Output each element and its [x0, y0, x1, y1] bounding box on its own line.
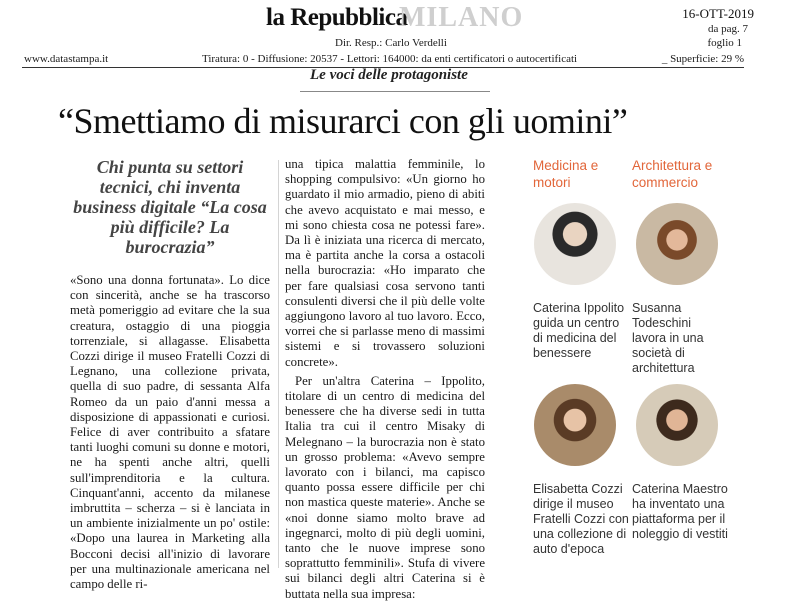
article-subheadline: Chi punta su settori tecnici, chi inventa business digitale “La cosa più difficile? La burocrazia” [73, 157, 267, 257]
portrait-elisabetta-cozzi [534, 384, 616, 466]
article-column-1 [70, 273, 270, 592]
circulation-line: Tiratura: 0 - Diffusione: 20537 - Lettori: 164000: da enti certificatori o autocertificati [202, 53, 578, 65]
surface-line: _ Superficie: 29 % [661, 53, 744, 65]
website-link[interactable]: www.datastampa.it [24, 53, 109, 65]
article-headline: “Smettiamo di misurarci con gli uomini” [58, 101, 628, 141]
column-2-paragraph-2: Per un'altra Caterina – Ippolito, titolare di un centro di medicina del benessere che ha diverse sedi in tutta Italia tra cui il centro Misaky di Melegnano – la burocrazia non è stato un grosso problema: «Avevo sempre lavorato con i bilanci, ma capisco quanto possa essere difficile per chi non mastica queste materie». Anche se «noi donne siamo molto brave ad ingegnarci, molto di più degli uomini, tanto che le nuove imprese sono soprattutto femminili». Stufa di vivere sui bilanci degli altri Caterina si è buttata nella sua impresa: [285, 373, 485, 601]
article-kicker: Le voci delle protagoniste [310, 67, 468, 83]
sheet-ref: foglio 1 [707, 37, 742, 49]
article-column-2 [285, 157, 485, 602]
page-ref: da pag. 7 [707, 23, 748, 35]
column-divider [278, 160, 279, 568]
masthead-brand: la Repubblica [266, 4, 408, 31]
category-architettura-commercio: Architettura e commercio [632, 158, 713, 190]
caption-caterina-ippolito: Caterina Ippolito guida un centro di medicina del benessere [533, 301, 625, 360]
caption-caterina-maestro: Caterina Maestro ha inventato una piattaforma per il noleggio di vestiti [632, 482, 728, 541]
portrait-susanna-todeschini [636, 203, 718, 285]
caption-elisabetta-cozzi: Elisabetta Cozzi dirige il museo Fratelli Cozzi con una collezione di auto d'epoca [533, 482, 629, 556]
column-1-paragraph: «Sono una donna fortunata». Lo dice con sincerità, anche se ha trascorso metà pomeriggio ad evitare che la sua creatura, ostaggio di una pioggia torrenziale, si allagasse. Elisabetta Cozzi dirige il museo Fratelli Cozzi di Legnano, una collezione privata, quella di suo padre, di sessanta Alfa Romeo da un paio d'anni messa a disposizione di appassionati e curiosi. Felice di aver contribuito a sfatare tanti luoghi comuni su donne e motori, ne ha spenti anche altri, quelli sull'imprenditoria e la cultura. Cinquant'anni, accento da milanese imbruttita – scherza – si è lanciata in un ambiente inizialmente un po' ostile: «Dopo una laurea in Marketing alla Bocconi decisi all'inizio di lavorare per una multinazionale americana nel campo delle ri- [70, 273, 270, 592]
column-2-paragraph-1: una tipica malattia femminile, lo shopping compulsivo: «Un giorno ho guardato il mio armadio, pieno di abiti che avevo acquistato e mai messo, e mi sono chiesta cosa ne potessi fare». Da lì è iniziata una ricerca di mercato, ma è partita anche la corsa a ostacoli nella burocrazia: «Ho imparato che per fare qualsiasi cosa servono tanti consulenti diversi che il più delle volte aggiungono lavoro al tuo lavoro. Ecco, vorrei che si parlasse meno di massimi sistemi e si trovassero soluzioni concrete». [285, 157, 485, 369]
category-medicina-motori: Medicina e motori [533, 158, 599, 190]
issue-date: 16-OTT-2019 [682, 6, 754, 21]
kicker-divider [300, 91, 490, 92]
portrait-caterina-maestro [636, 384, 718, 466]
masthead-edition: MILANO [399, 2, 524, 33]
caption-susanna-todeschini: Susanna Todeschini lavora in una società di architettura [632, 301, 704, 375]
portrait-caterina-ippolito [534, 203, 616, 285]
director-line: Dir. Resp.: Carlo Verdelli [335, 37, 447, 49]
